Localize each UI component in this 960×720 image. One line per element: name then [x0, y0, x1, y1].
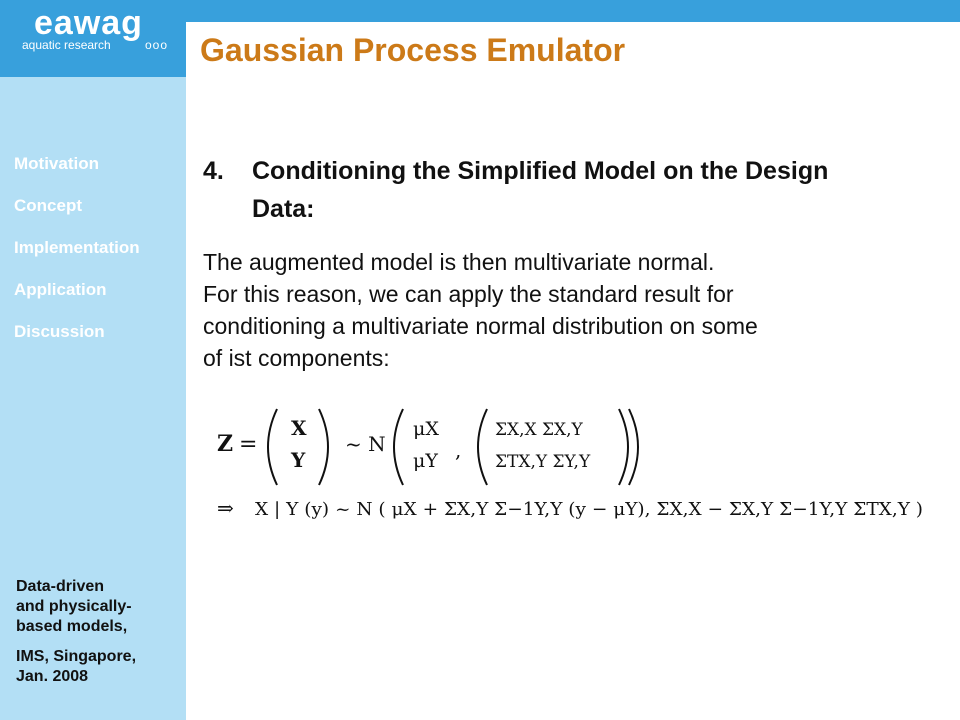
footer-line: based models,: [16, 618, 128, 635]
body-paragraph: [203, 246, 933, 374]
slide-title: Gaussian Process Emulator: [200, 32, 626, 68]
sidebar-item-discussion[interactable]: Discussion: [14, 322, 105, 341]
right-paren: [319, 409, 328, 485]
section-number: 4.: [203, 157, 224, 185]
mean-x: μX: [413, 418, 439, 440]
cov-row-1: ΣX,X ΣX,Y: [495, 420, 583, 440]
top-accent-bar: [186, 0, 960, 22]
mean-y: μY: [413, 450, 438, 472]
formula-equals: =: [239, 432, 258, 457]
paragraph-line: For this reason, we can apply the standard result for: [203, 281, 734, 307]
sidebar-item-implementation[interactable]: Implementation: [14, 238, 140, 257]
paragraph-line: conditioning a multivariate normal distribution on some: [203, 313, 758, 339]
sidebar-item-concept[interactable]: Concept: [14, 196, 82, 215]
footer-line: Data-driven: [16, 578, 105, 595]
logo-dots: ooo: [145, 38, 169, 52]
vector-x: X: [291, 416, 307, 440]
left-paren: [478, 409, 487, 485]
conditioning-formula: [215, 395, 935, 535]
sidebar-item-application[interactable]: Application: [14, 280, 107, 299]
logo-tagline: aquatic research: [22, 38, 111, 52]
left-paren: [394, 409, 403, 485]
vector-y: Y: [291, 448, 306, 472]
sidebar-footer-note: [16, 577, 186, 687]
right-paren: [619, 409, 628, 485]
sidebar-item-motivation[interactable]: Motivation: [14, 154, 99, 173]
formula-dist: ~ N: [345, 432, 386, 456]
section-heading-text: Conditioning the Simplified Model on the Design Data:: [252, 157, 829, 223]
left-paren: [268, 409, 277, 485]
paragraph-line: of ist components:: [203, 345, 390, 371]
comma: ,: [455, 438, 462, 462]
paragraph-line: The augmented model is then multivariate normal.: [203, 249, 715, 275]
eawag-logo: [0, 0, 186, 77]
footer-date: Jan. 2008: [16, 668, 89, 685]
footer-venue: IMS, Singapore,: [16, 648, 137, 665]
formula-z: Z: [217, 431, 234, 457]
implies-arrow: ⇒: [217, 496, 234, 520]
footer-line: and physically-: [16, 598, 132, 615]
logo-wordmark: eawag: [34, 4, 143, 42]
conditional-distribution: X | Y (y) ~ N ( μX + ΣX,Y Σ−1Y,Y (y − μY), ΣX,X − ΣX,Y Σ−1Y,Y ΣTX,Y ): [255, 499, 923, 520]
cov-row-2: ΣTX,Y ΣY,Y: [495, 452, 591, 472]
right-paren: [629, 409, 638, 485]
